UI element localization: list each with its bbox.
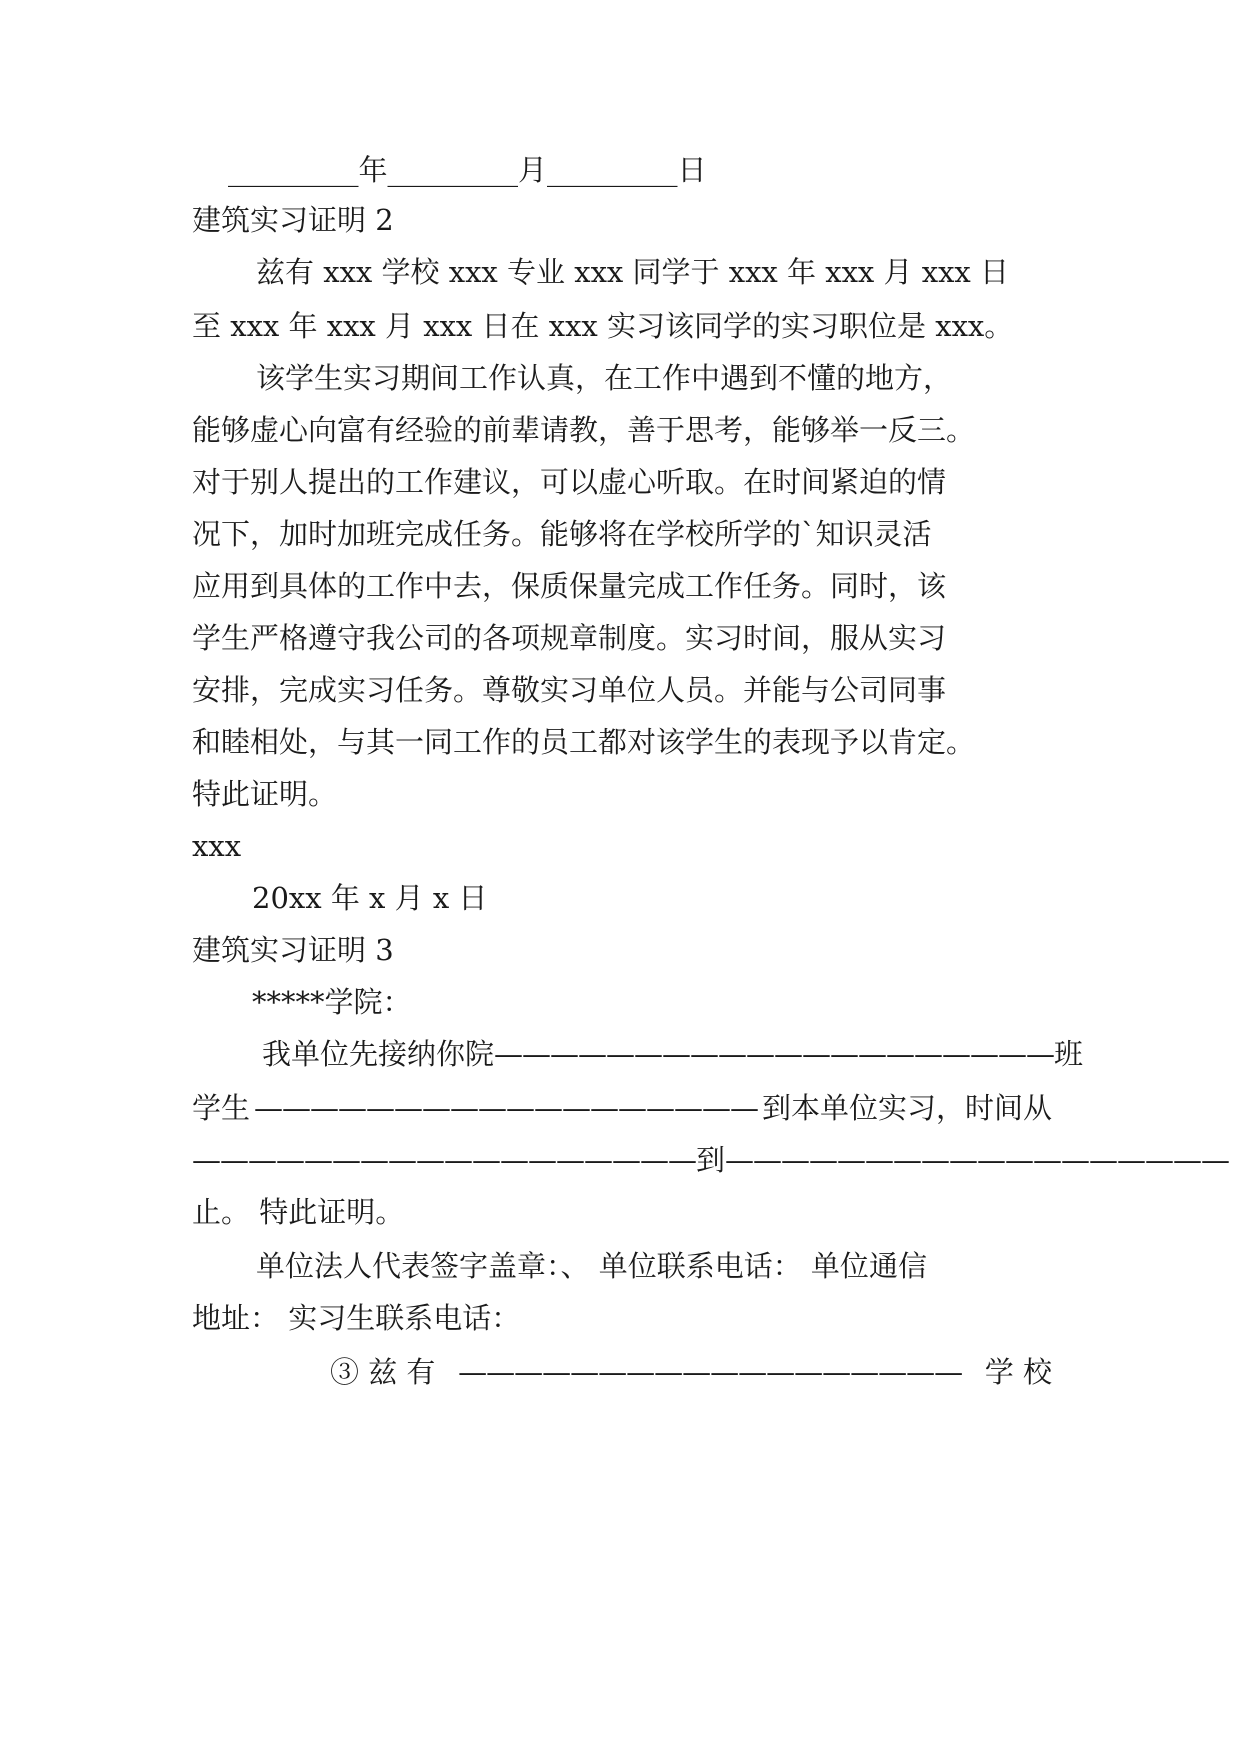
section3-line2: 学生 —————————————————— 到本单位实习，时间从 [192,1091,1052,1125]
section2-p2-line7: 安排，完成实习任务。尊敬实习单位人员。并能与公司同事 [192,673,947,707]
section2-p2-line1: 该学生实习期间工作认真，在工作中遇到不懂的地方， [256,361,953,395]
section3-line5: ③ 兹 有 —————————————————— 学 校 [330,1355,1052,1389]
section2-date: 20xx 年 x 月 x 日 [252,881,488,915]
section3-line4: 止。 特此证明。 [192,1195,405,1229]
section3-signature-line2: 地址： 实习生联系电话： [192,1301,521,1335]
section2-signer: xxx [192,829,242,863]
section2-title: 建筑实习证明 2 [192,203,394,237]
section2-p1-line1: 兹有 xxx 学校 xxx 专业 xxx 同学于 xxx 年 xxx 月 xxx 日 [256,255,1010,289]
section2-p2-line6: 学生严格遵守我公司的各项规章制度。实习时间，服从实习 [192,621,947,655]
section3-signature-line1: 单位法人代表签字盖章：、 单位联系电话： 单位通信 [256,1249,927,1283]
section2-p2-line4: 况下，加时加班完成任务。能够将在学校所学的`知识灵活 [192,517,932,551]
section2-p2-line2: 能够虚心向富有经验的前辈请教，善于思考，能够举一反三。 [192,413,976,447]
section3-line1: 我单位先接纳你院 ———————————————————— 班 [262,1037,1084,1071]
section3-line3: —————————————————— 到 —————————————————— [192,1143,1230,1177]
date-line: _________年_________月_________日 [228,153,707,187]
section2-p2-line3: 对于别人提出的工作建议，可以虚心听取。在时间紧迫的情 [192,465,947,499]
section2-p2-line5: 应用到具体的工作中去，保质保量完成工作任务。同时，该 [192,569,947,603]
section2-p2-line8: 和睦相处，与其一同工作的员工都对该学生的表现予以肯定。 [192,725,976,759]
section2-closing: 特此证明。 [192,777,338,811]
section3-title: 建筑实习证明 3 [192,933,394,967]
section3-addressee: *****学院： [252,985,412,1019]
section2-p1-line2: 至 xxx 年 xxx 月 xxx 日在 xxx 实习该同学的实习职位是 xxx。 [192,309,1014,343]
